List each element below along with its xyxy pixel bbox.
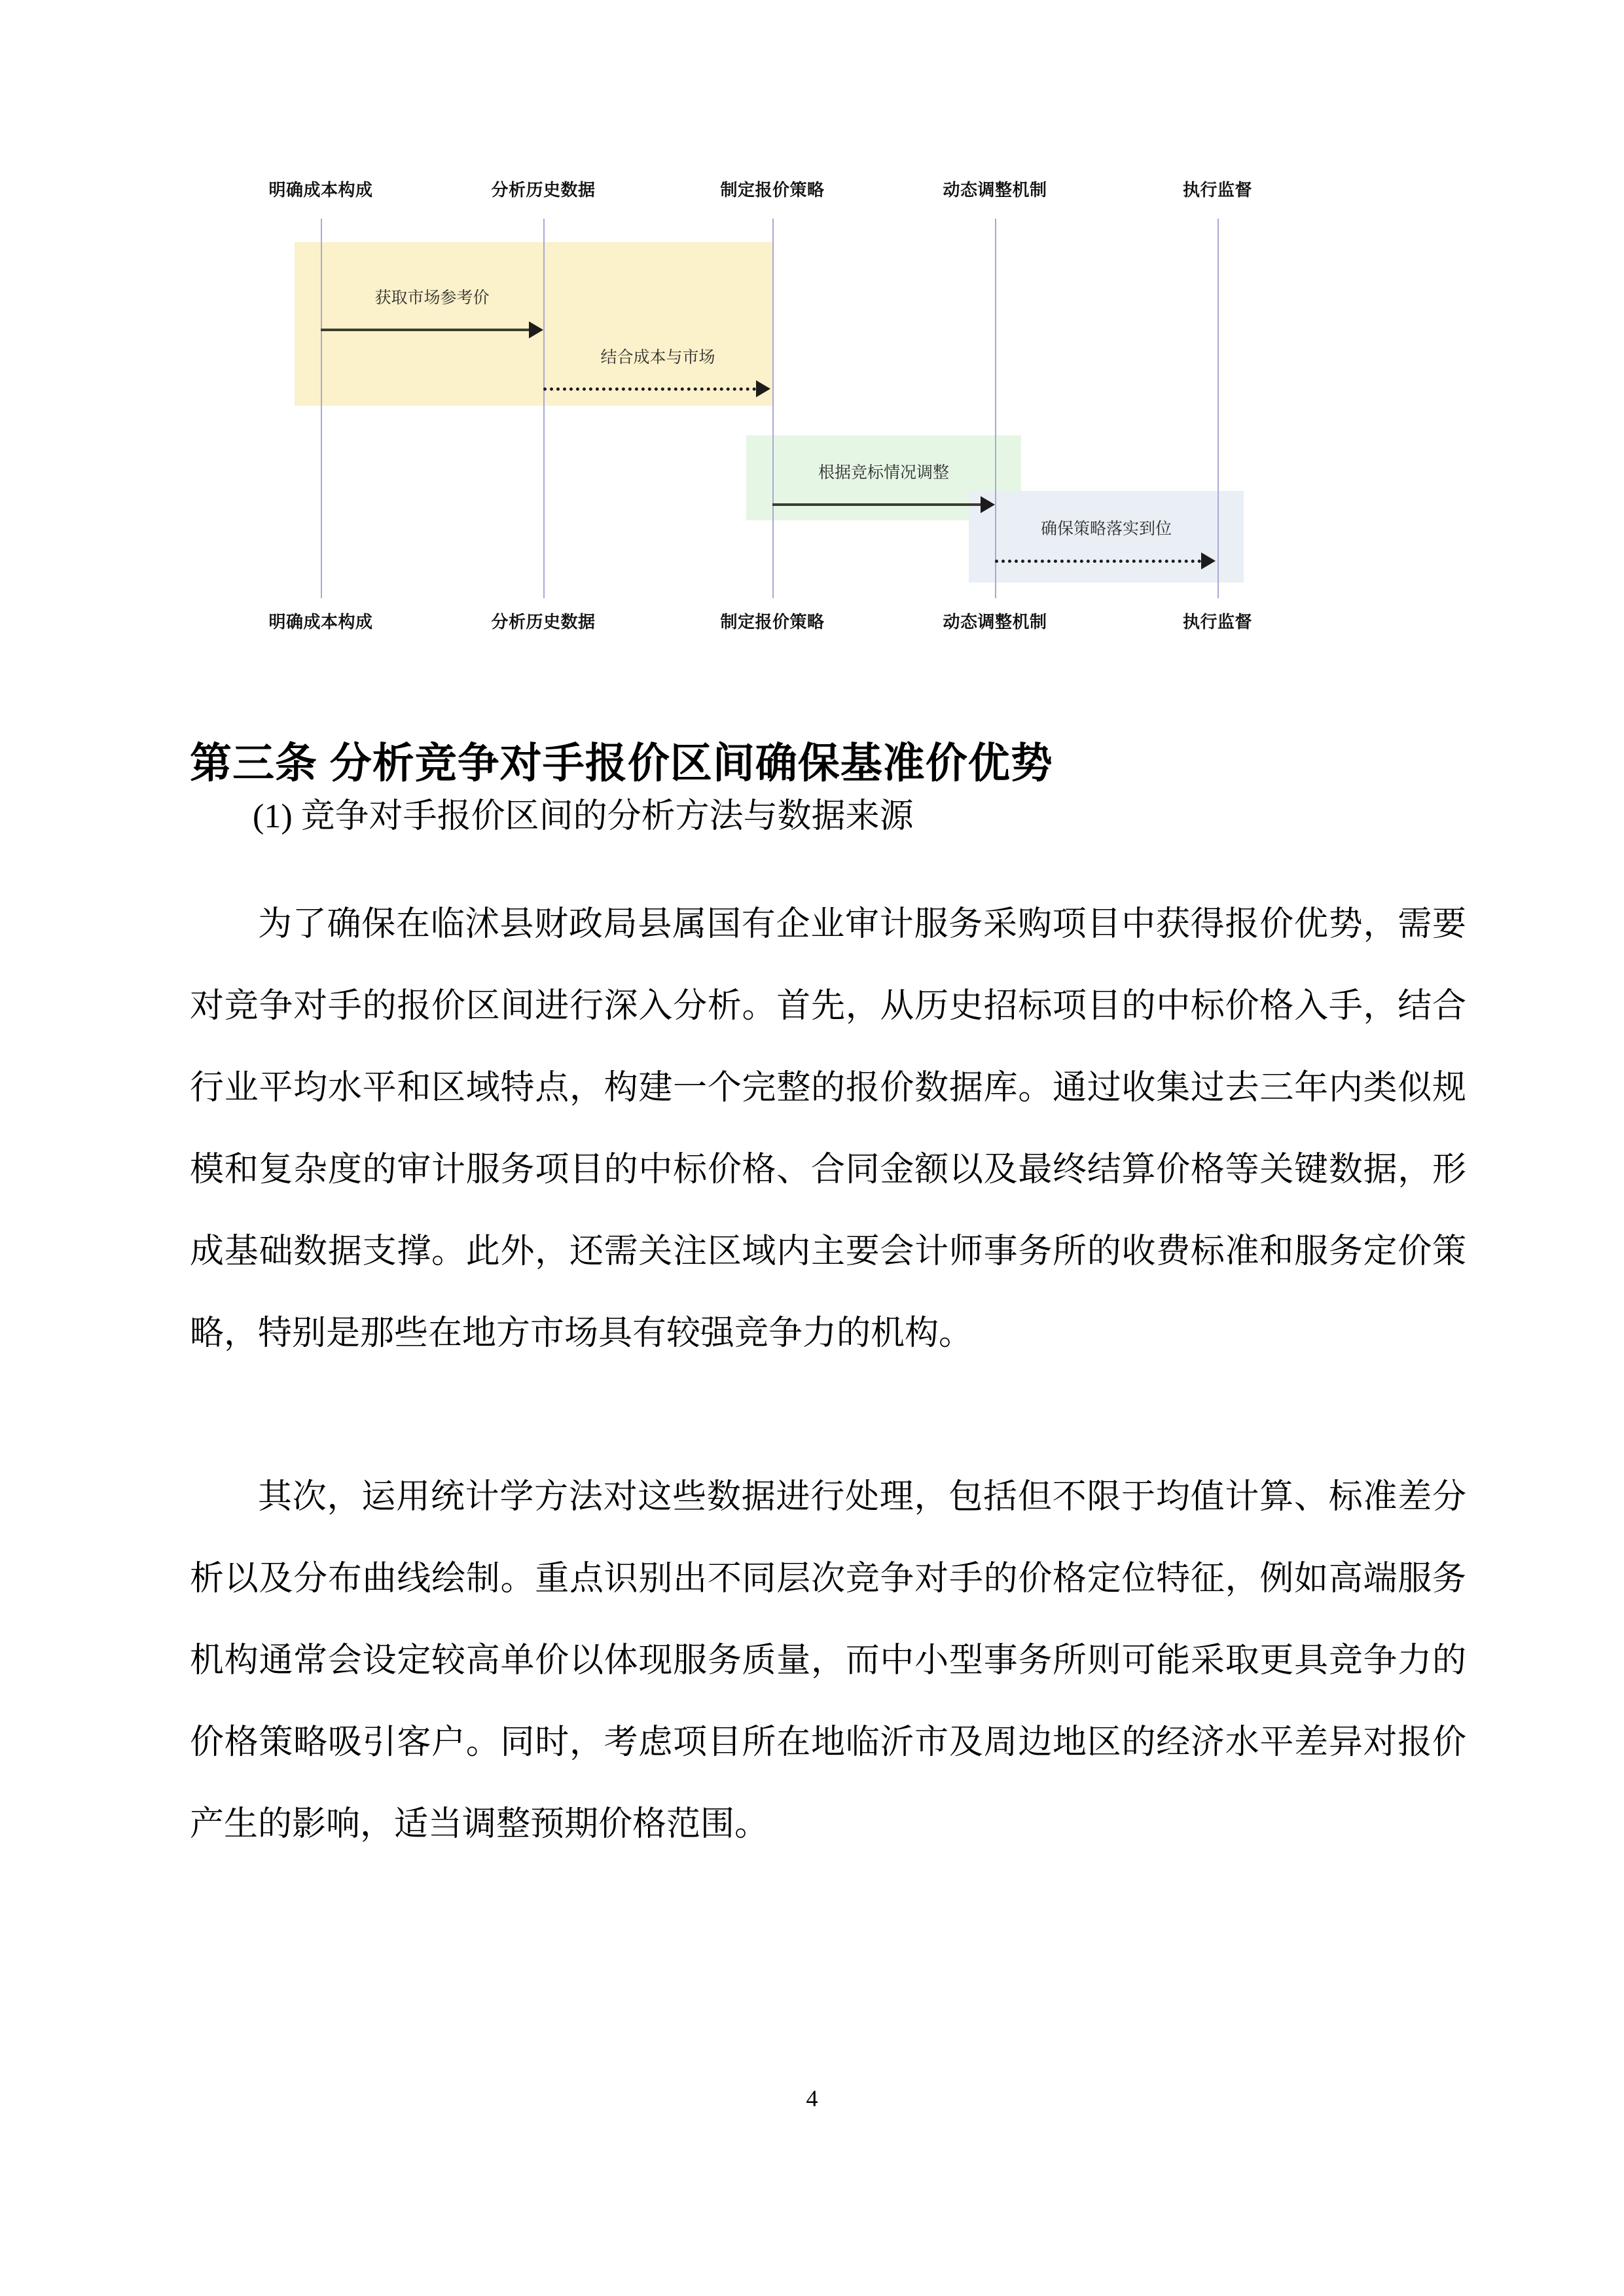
participant-label-top-4: 动态调整机制 — [943, 180, 1047, 200]
message-box-2 — [543, 242, 772, 406]
message-arrow-line-1 — [321, 329, 529, 331]
participant-label-top-1: 明确成本构成 — [268, 180, 373, 200]
participant-label-top-2: 分析历史数据 — [491, 180, 596, 200]
message-arrow-line-2 — [543, 387, 756, 391]
message-arrow-head-2 — [756, 380, 770, 397]
paragraph-text: 其次，运用统计学方法对这些数据进行处理，包括但不限于均值计算、标准差分析以及分布曲线绘制。重点识别出不同层次竞争对手的价格定位特征，例如高端服务机构通常会设定较高单价以体现服务质量，而中小型事务所则可能采取更具竞争力的价格策略吸引客户。同时，考虑项目所在地临沂市及周边地区的经济水平差异对报价产生的影响，适当调整预期价格范围。 — [190, 1479, 1466, 1843]
message-label-2: 结合成本与市场 — [600, 348, 715, 367]
message-arrow-line-3 — [772, 503, 981, 506]
lifeline-5 — [1218, 219, 1219, 598]
message-arrow-head-4 — [1201, 552, 1216, 569]
page-title: 第三条 分析竞争对手报价区间确保基准价优势 — [190, 739, 1053, 787]
participant-label-bottom-5: 执行监督 — [1182, 612, 1253, 632]
participant-label-top-5: 执行监督 — [1182, 180, 1253, 200]
body-paragraph-2 — [190, 1456, 1466, 1865]
message-arrow-head-3 — [981, 496, 995, 513]
section-subheading: (1) 竞争对手报价区间的分析方法与数据来源 — [253, 798, 914, 835]
participant-label-bottom-3: 制定报价策略 — [720, 612, 825, 632]
lifeline-1 — [321, 219, 322, 598]
message-label-3: 根据竞标情况调整 — [818, 463, 950, 482]
participant-label-bottom-1: 明确成本构成 — [268, 612, 373, 632]
message-arrow-line-4 — [995, 560, 1201, 563]
message-label-1: 获取市场参考价 — [374, 289, 490, 307]
body-paragraph-1 — [190, 884, 1466, 1374]
paragraph-text: 为了确保在临沭县财政局县属国有企业审计服务采购项目中获得报价优势，需要对竞争对手的报价区间进行深入分析。首先，从历史招标项目的中标价格入手，结合行业平均水平和区域特点，构建一个完整的报价数据库。通过收集过去三年内类似规模和复杂度的审计服务项目的中标价格、合同金额以及最终结算价格等关键数据，形成基础数据支撑。此外，还需关注区域内主要会计师事务所的收费标准和服务定价策略，特别是那些在地方市场具有较强竞争力的机构。 — [190, 906, 1466, 1352]
lifeline-2 — [543, 219, 545, 598]
page-number: 4 — [806, 2085, 818, 2111]
message-label-4: 确保策略落实到位 — [1040, 520, 1172, 538]
participant-label-top-3: 制定报价策略 — [720, 180, 825, 200]
sequence-diagram — [255, 177, 1368, 661]
lifeline-3 — [772, 219, 774, 598]
message-arrow-head-1 — [529, 321, 543, 338]
lifeline-4 — [995, 219, 996, 598]
participant-label-bottom-2: 分析历史数据 — [491, 612, 596, 632]
participant-label-bottom-4: 动态调整机制 — [943, 612, 1047, 632]
